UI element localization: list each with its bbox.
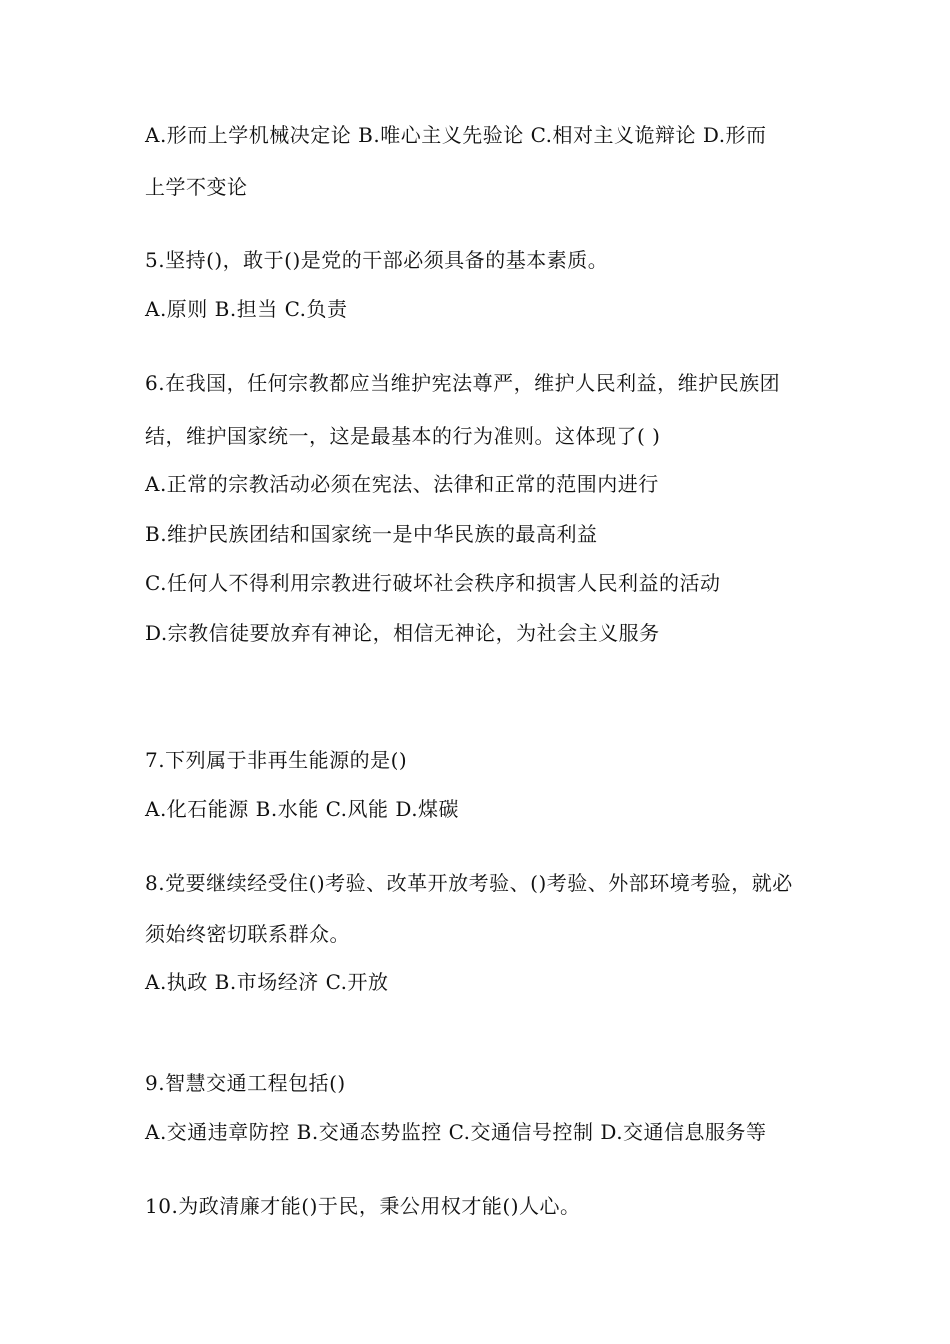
line-q6-option-c: C.任何人不得利用宗教进行破坏社会秩序和损害人民利益的活动 xyxy=(145,571,721,595)
line-q7-options: A.化石能源 B.水能 C.风能 D.煤碳 xyxy=(145,797,460,821)
line-q6-option-a: A.正常的宗教活动必须在宪法、法律和正常的范围内进行 xyxy=(145,472,659,496)
line-q5-options: A.原则 B.担当 C.负责 xyxy=(145,297,348,321)
line-q9-options: A.交通违章防控 B.交通态势监控 C.交通信号控制 D.交通信息服务等 xyxy=(145,1120,767,1144)
line-q5-question: 5.坚持()，敢于()是党的干部必须具备的基本素质。 xyxy=(145,248,609,272)
line-q8-question-1: 8.党要继续经受住()考验、改革开放考验、()考验、外部环境考验，就必 xyxy=(145,871,793,895)
line-q4-options-1: A.形而上学机械决定论 B.唯心主义先验论 C.相对主义诡辩论 D.形而 xyxy=(145,123,767,147)
line-q6-option-b: B.维护民族团结和国家统一是中华民族的最高利益 xyxy=(145,522,598,546)
line-q4-options-2: 上学不变论 xyxy=(145,175,248,199)
line-q8-question-2: 须始终密切联系群众。 xyxy=(145,922,350,946)
line-q6-question-1: 6.在我国，任何宗教都应当维护宪法尊严，维护人民利益，维护民族团 xyxy=(145,371,781,395)
line-q10-question: 10.为政清廉才能()于民，秉公用权才能()人心。 xyxy=(145,1194,581,1218)
line-q6-option-d: D.宗教信徒要放弃有神论，相信无神论，为社会主义服务 xyxy=(145,621,660,645)
line-q9-question: 9.智慧交通工程包括() xyxy=(145,1071,346,1095)
line-q8-options: A.执政 B.市场经济 C.开放 xyxy=(145,970,389,994)
line-q7-question: 7.下列属于非再生能源的是() xyxy=(145,748,408,772)
line-q6-question-2: 结，维护国家统一，这是最基本的行为准则。这体现了( ) xyxy=(145,424,661,448)
